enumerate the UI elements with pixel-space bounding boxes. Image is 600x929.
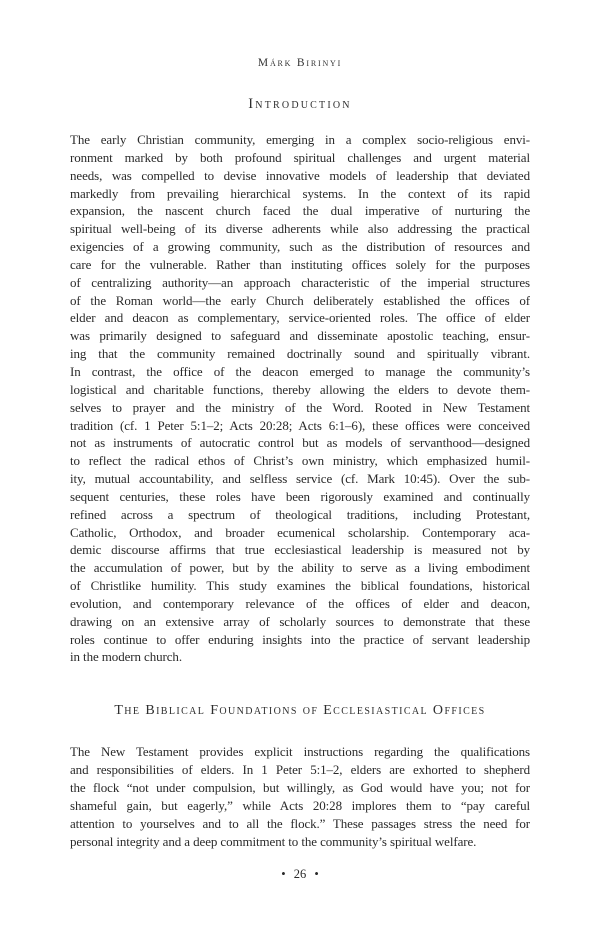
text-line: markedly from prevailing hierarchical systems. In the context of its rapid — [70, 185, 530, 201]
text-line: The early Christian community, emerging in a complex socio-religious envi- — [70, 132, 530, 147]
text-line: was primarily designed to safeguard and disseminate apostolic teaching, ensur- — [70, 328, 530, 344]
text-line: of Christlike humility. This study examines the biblical foundations, historical — [70, 578, 530, 594]
text-line: refined across a spectrum of theological traditions, including Protestant, — [70, 506, 530, 522]
text-line: evolution, and contemporary relevance of the offices of elder and deacon, — [70, 595, 530, 611]
text-line: selves to prayer and the ministry of the Word. Rooted in New Testament — [70, 399, 530, 415]
text-line: ity, mutual accountability, and selfless service (cf. Mark 10:45). Over the sub- — [70, 471, 530, 487]
text-line: shameful gain, but eagerly,” while Acts 20:28 implores them to “pay careful — [70, 797, 530, 813]
text-line: of centralizing authority—an approach characteristic of the imperial structures — [70, 274, 530, 290]
text-line: drawing on an extensive array of scholarly sources to demonstrate that these — [70, 613, 530, 629]
text-line: in the modern church. — [70, 649, 182, 665]
paragraph-biblical-foundations — [70, 743, 530, 850]
text-line: and responsibilities of elders. In 1 Peter 5:1–2, elders are exhorted to shepherd — [70, 762, 530, 778]
text-line: logistical and charitable functions, thereby allowing the elders to devote them- — [70, 381, 530, 397]
text-line: of the Roman world—the early Church deliberately established the offices of — [70, 292, 530, 308]
text-line: the accumulation of power, but by the ability to serve as a living embodiment — [70, 560, 530, 576]
text-line: personal integrity and a deep commitment to the community’s spiritual welfare. — [70, 833, 477, 849]
running-header-author: Márk Birinyi — [257, 57, 343, 69]
text-line: exigencies of a growing community, such as the distribution of resources and — [70, 239, 530, 255]
text-line: to reflect the radical ethos of Christ’s own ministry, which emphasized humil- — [70, 453, 530, 469]
text-line: expansion, the nascent church faced the dual imperative of nurturing the — [70, 203, 530, 219]
text-line: tradition (cf. 1 Peter 5:1–2; Acts 20:28; Acts 6:1–6), these offices were conceived — [70, 417, 530, 433]
paragraph-introduction — [70, 131, 530, 666]
text-line: The New Testament provides explicit instructions regarding the qualifications — [70, 744, 530, 760]
text-line: ronment marked by both profound spiritual challenges and urgent material — [70, 149, 530, 165]
section-heading-introduction: Introduction — [248, 96, 352, 112]
text-line: demic discourse affirms that true ecclesiastical leadership is measured not by — [70, 542, 530, 558]
text-line: sequent centuries, these roles have been rigorously examined and continually — [70, 488, 530, 504]
text-line: needs, was compelled to devise innovative models of leadership that deviated — [70, 167, 530, 183]
section-heading-biblical-foundations: The Biblical Foundations of Ecclesiastical Offices — [114, 703, 486, 719]
page-number: • 26 • — [281, 867, 319, 882]
text-line: Catholic, Orthodox, and broader ecumenical scholarship. Contemporary aca- — [70, 524, 530, 540]
text-line: elder and deacon as complementary, service-oriented roles. The office of elder — [70, 310, 530, 326]
text-line: In contrast, the office of the deacon emerged to manage the community’s — [70, 363, 530, 379]
text-line: spiritual well-being of its diverse adherents while also addressing the practical — [70, 221, 530, 237]
text-line: care for the vulnerable. Rather than instituting offices solely for the purposes — [70, 256, 530, 272]
text-line: roles continue to offer enduring insights into the practice of servant leadership — [70, 631, 530, 647]
text-line: attention to yourselves and to all the flock.” These passages stress the need for — [70, 815, 530, 831]
text-line: not as instruments of autocratic control but as models of servanthood—designed — [70, 435, 530, 451]
text-line: the flock “not under compulsion, but willingly, as God would have you; not for — [70, 780, 530, 795]
text-line: ing that the community remained doctrinally sound and spiritually vibrant. — [70, 346, 530, 362]
